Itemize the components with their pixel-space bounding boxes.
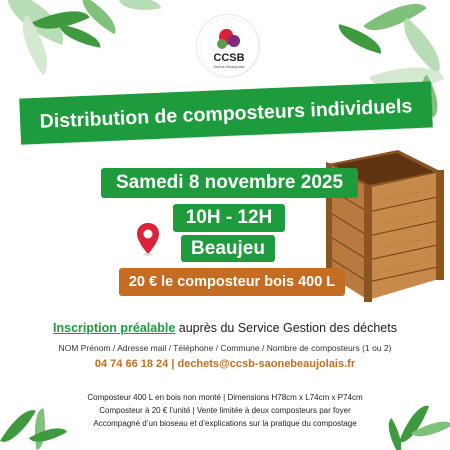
inscription-line	[0, 321, 450, 335]
price-label: 20 € le composteur bois 400 L	[119, 268, 345, 296]
logo-subtitle: Saône Beaujolais	[213, 64, 245, 69]
logo-ring-icon	[197, 15, 261, 79]
event-place: Beaujeu	[181, 235, 275, 262]
details-line-3: Accompagné d’un bioseau et d’explications sur la pratique du compostage	[93, 419, 357, 428]
contact-info: 04 74 66 18 24 | dechets@ccsb-saonebeaujolais.fr	[94, 358, 356, 370]
required-fields: NOM Prénom / Adresse mail / Téléphone / Commune / Nombre de composteurs (1 ou 2)	[58, 343, 392, 353]
logo-name: CCSB	[213, 52, 245, 64]
event-time: 10H - 12H	[173, 204, 285, 232]
event-date: Samedi 8 novembre 2025	[101, 168, 358, 198]
details-line-2: Composteur à 20 € l’unité | Vente limitée à deux composteurs par foyer	[99, 406, 351, 415]
map-pin-icon	[136, 222, 160, 256]
inscription-highlight: Inscription préalable	[53, 321, 176, 335]
ccsb-logo	[196, 14, 260, 78]
page-title: Distribution de composteurs individuels	[39, 95, 413, 133]
inscription-rest: auprès du Service Gestion des déchets	[175, 321, 397, 335]
details-line-1: Composteur 400 L en bois non monté | Dimensions H78cm x L74cm x P74cm	[87, 393, 363, 402]
